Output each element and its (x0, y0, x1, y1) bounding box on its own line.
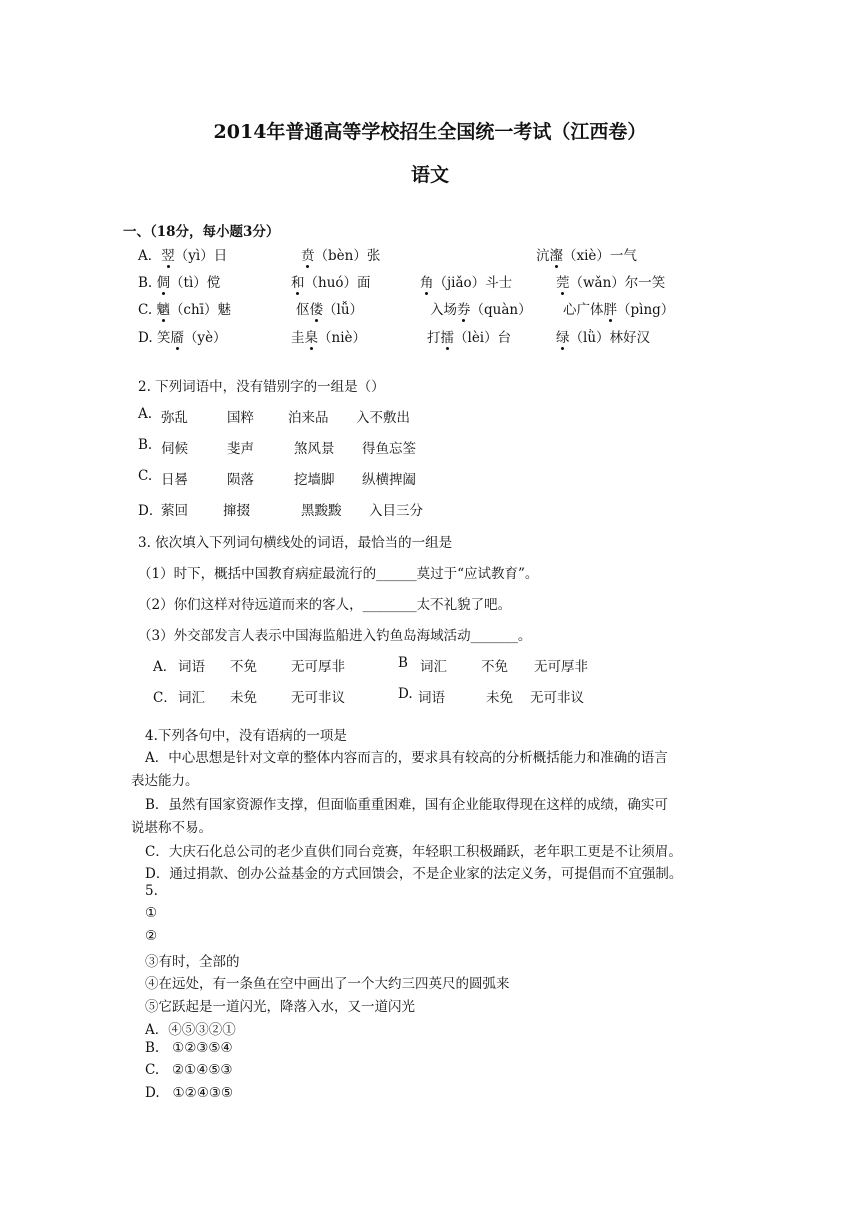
q2-option-label: D． (138, 503, 163, 519)
q1-option-word (427, 326, 511, 346)
q3-sentence (138, 624, 531, 644)
q4-option-continuation: 说堪称不易。 (131, 820, 212, 836)
question-5-number: 5. (145, 883, 158, 899)
q1-marked-char: 角 (420, 275, 434, 291)
q1-option-word (563, 298, 674, 318)
q2-option-word: 斐声 (227, 441, 254, 457)
q1-marked-char: 和 (291, 275, 305, 291)
q1-option-label: C. (138, 302, 157, 318)
q1-marked-char: 绿 (556, 330, 570, 346)
page-subtitle: 语文 (410, 164, 449, 186)
q2-option-word: 入不敷出 (356, 410, 410, 426)
q2-option-label: A. (138, 406, 153, 422)
q3-option-word: 词语 (178, 659, 205, 675)
q5-line: ② (145, 928, 158, 944)
q1-pinyin: （lèi）台 (454, 330, 512, 346)
q3-blank: ________ (362, 597, 417, 613)
q1-marked-char: 臬 (304, 330, 318, 346)
q1-marked-char: 倜 (156, 275, 171, 291)
q1-pinyin: （yì）日 (174, 248, 228, 264)
q3-option-word: 未免 (486, 690, 513, 706)
q2-option-word: 纵横捭阖 (362, 472, 416, 488)
q1-marked-char: 靥 (170, 330, 184, 346)
q1-option-label: B. (138, 275, 157, 291)
q2-option-word: 煞风景 (294, 441, 335, 457)
q1-marked-char: 偻 (309, 302, 323, 318)
q1-word-prefix: 沆 (536, 248, 550, 264)
q3-option-word: 无可厚非 (534, 659, 588, 675)
q3-sentence-text: （2）你们这样对待远道而来的客人， (138, 597, 363, 613)
q1-pinyin: （huó）面 (304, 275, 371, 291)
q1-option-word (291, 271, 371, 291)
q1-marked-char: 瀣 (549, 248, 563, 264)
q4-option-continuation: 表达能力。 (131, 773, 199, 789)
q1-word-prefix: 打 (427, 330, 441, 346)
q3-sentence-tail: 太不礼貌了吧。 (416, 597, 512, 613)
q3-sentence-tail: 。 (517, 628, 532, 644)
q2-option-word: 伺候 (161, 441, 188, 457)
q1-pinyin: （quàn） (470, 302, 532, 318)
q1-option-word (138, 298, 231, 318)
q2-option-word: 萦回 (161, 503, 188, 519)
q1-marked-char: 魑 (156, 302, 170, 318)
q4-option-line: A．中心思想是针对文章的整体内容而言的，要求具有较高的分析概括能力和准确的语言 (145, 750, 668, 766)
q1-marked-char: 翌 (161, 248, 175, 264)
q3-blank: _______ (470, 628, 518, 644)
q1-option-label: A． (138, 248, 162, 264)
question-2-stem: 2. 下列词语中，没有错别字的一组是（） (138, 379, 385, 395)
q2-option-word: 撺掇 (223, 503, 250, 519)
q5-line: ③有时，全部的 (145, 954, 240, 970)
q1-word-prefix: 伛 (296, 302, 310, 318)
q1-marked-char: 贲 (301, 248, 315, 264)
q3-option-word: 词语 (418, 690, 445, 706)
q1-option-word (291, 326, 366, 346)
q1-word-prefix: 圭 (291, 330, 305, 346)
q1-option-word (430, 298, 532, 318)
q2-option-word: 挖墙脚 (294, 472, 335, 488)
q3-sentence-text: （3）外交部发言人表示中国海监船进入钓鱼岛海域活动 (138, 628, 471, 644)
q1-word-prefix: 笑 (156, 330, 171, 346)
q3-option-label: A． (153, 659, 177, 675)
q2-option-word: 国粹 (227, 410, 254, 426)
q3-option-word: 不免 (481, 659, 508, 675)
q1-option-word (556, 271, 665, 291)
q1-option-word (301, 244, 380, 264)
q1-word-prefix: 心广体 (563, 302, 604, 318)
q3-option-word: 不免 (230, 659, 257, 675)
q1-pinyin: （lǜ）林好汉 (569, 330, 651, 346)
q2-option-word: 黑黢黢 (301, 503, 342, 519)
q3-sentence-tail: 莫过于“应试教育”。 (416, 566, 539, 582)
section-heading: 一、（18分，每小题3分） (123, 224, 280, 240)
q1-marked-char: 擂 (440, 330, 454, 346)
q3-option-label: B (398, 655, 408, 671)
q3-option-word: 词汇 (420, 659, 447, 675)
q2-option-word: 入目三分 (369, 503, 423, 519)
q1-pinyin: （bèn）张 (314, 248, 381, 264)
q1-pinyin: （chī）魅 (169, 302, 232, 318)
q2-option-word: 陨落 (227, 472, 254, 488)
q3-option-word: 无可非议 (291, 690, 345, 706)
q5-option: A．④⑤③②① (145, 1022, 236, 1038)
q1-pinyin: （jiǎo）斗士 (433, 275, 513, 291)
q1-marked-char: 券 (457, 302, 471, 318)
q5-line: ④在远处，有一条鱼在空中画出了一个大约三四英尺的圆弧来 (145, 976, 510, 992)
q1-option-word (420, 271, 512, 291)
q1-pinyin: （wǎn）尔一笑 (569, 275, 666, 291)
q3-option-word: 无可厚非 (291, 659, 345, 675)
q1-option-word (556, 326, 650, 346)
q1-option-word (138, 326, 227, 346)
q1-option-word (296, 298, 363, 318)
q4-option-line: B．虽然有国家资源作支撑，但面临重重困难，国有企业能取得现在这样的成绩，确实可 (145, 797, 668, 813)
q3-blank: ______ (376, 566, 417, 582)
q2-option-label: B. (138, 437, 153, 453)
q3-option-word: 未免 (230, 690, 257, 706)
q1-option-label: D. (138, 330, 157, 346)
q3-option-word: 词汇 (178, 690, 205, 706)
page-title: 2014年普通高等学校招生全国统一考试（江西卷） (213, 121, 647, 143)
q5-option: B. ①②③⑤④ (145, 1040, 233, 1056)
question-4-stem: 4.下列各句中，没有语病的一项是 (145, 728, 347, 744)
q4-option-line: D．通过捐款、创办公益基金的方式回馈会，不是企业家的法定义务，可提倡而不宜强制。 (145, 866, 683, 882)
q3-sentence-text: （1）时下，概括中国教育病症最流行的 (138, 566, 377, 582)
q3-sentence (138, 562, 538, 582)
q1-pinyin: （pìng） (617, 302, 675, 318)
q1-option-word (138, 271, 220, 291)
q2-option-word: 得鱼忘筌 (362, 441, 416, 457)
q1-marked-char: 莞 (556, 275, 570, 291)
q3-option-label: D. (398, 686, 413, 702)
q5-line: ⑤它跃起是一道闪光，降落入水，又一道闪光 (145, 999, 415, 1015)
q4-option-line: C．大庆石化总公司的老少直供们同台竞赛，年轻职工积极踊跃，老年职工更是不让须眉。 (145, 844, 682, 860)
q2-option-label: C. (138, 468, 153, 484)
q1-pinyin: （xiè）一气 (563, 248, 637, 264)
q3-option-label: C． (153, 690, 177, 706)
q1-pinyin: （lǚ） (323, 302, 364, 318)
q5-option: D. ①②④③⑤ (145, 1085, 234, 1101)
q1-marked-char: 胖 (603, 302, 617, 318)
question-3-stem: 3. 依次填入下列词句横线处的词语，最恰当的一组是 (138, 535, 453, 551)
q1-pinyin: （yè） (183, 330, 227, 346)
q1-pinyin: （niè） (318, 330, 367, 346)
q3-sentence (138, 593, 511, 613)
q1-word-prefix: 入场 (430, 302, 457, 318)
q5-line: ① (145, 905, 158, 921)
q1-option-word (138, 244, 227, 264)
q1-pinyin: （tì）傥 (170, 275, 221, 291)
q2-option-word: 日晷 (161, 472, 188, 488)
q3-option-word: 无可非议 (530, 690, 584, 706)
q5-option: C. ②①④⑤③ (145, 1062, 233, 1078)
q2-option-word: 弥乱 (161, 410, 188, 426)
q2-option-word: 泊来品 (288, 410, 329, 426)
q1-option-word (536, 244, 637, 264)
